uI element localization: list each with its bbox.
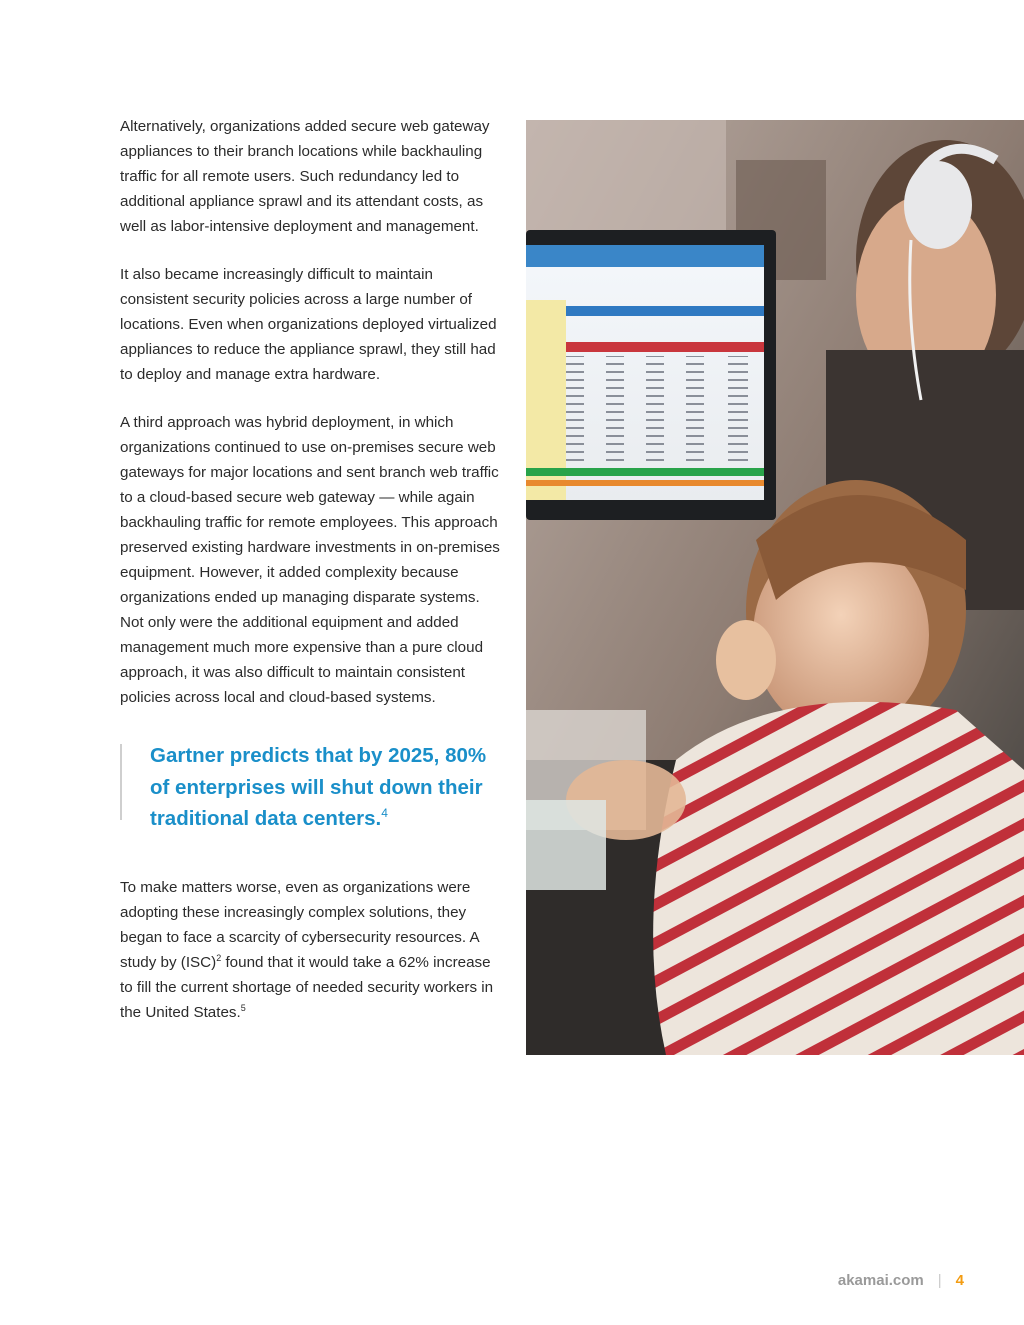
footer-separator: |	[937, 1272, 942, 1289]
page-number: 4	[955, 1272, 964, 1289]
paragraph-4	[120, 875, 500, 1025]
paragraph-3: A third approach was hybrid deployment, in which organizations continued to use on-premises secure web gateways for major locations and sent branch web traffic to a cloud-based secure web gateway — while again backhauling traffic for remote employees. This approach preserved existing hardware investments in on-premises equipment. However, it added complexity because organizations ended up managing disparate systems. Not only were the additional equipment and added management much more expensive than a pure cloud approach, it was also difficult to maintain consistent policies across local and cloud-based systems.	[120, 414, 500, 706]
pull-quote-text	[150, 740, 500, 835]
pull-quote-rule	[120, 744, 122, 820]
footer-site: akamai.com	[837, 1272, 924, 1289]
page-footer	[838, 1272, 964, 1289]
pull-quote	[120, 740, 500, 835]
photo-parent-child-at-computer	[526, 120, 1024, 1055]
paragraph-4-part-2: found that it would take a 62% increase to fill the current shortage of needed security workers in the United States.	[120, 953, 494, 1021]
main-text-column	[120, 114, 500, 1048]
paragraph-1: Alternatively, organizations added secure web gateway appliances to their branch locations while backhauling traffic for all remote users. Such redundancy led to additional appliance sprawl and its attendant costs, as well as labor-intensive deployment and management.	[120, 118, 490, 235]
footnote-ref-5: 5	[240, 1002, 246, 1013]
superscript-2: 2	[216, 952, 222, 963]
footnote-ref-4: 4	[381, 806, 388, 821]
paragraph-2: It also became increasingly difficult to maintain consistent security policies across a large number of locations. Even when organizations deployed virtualized appliances to reduce the appliance sprawl, they still had to deploy and manage extra hardware.	[120, 266, 497, 383]
pull-quote-body: Gartner predicts that by 2025, 80% of enterprises will shut down their traditional data centers.	[150, 744, 487, 830]
paragraph-4-part-1: To make matters worse, even as organizations were adopting these increasingly complex solutions, they began to face a scarcity of cybersecurity resources. A study by (ISC)	[120, 878, 479, 971]
